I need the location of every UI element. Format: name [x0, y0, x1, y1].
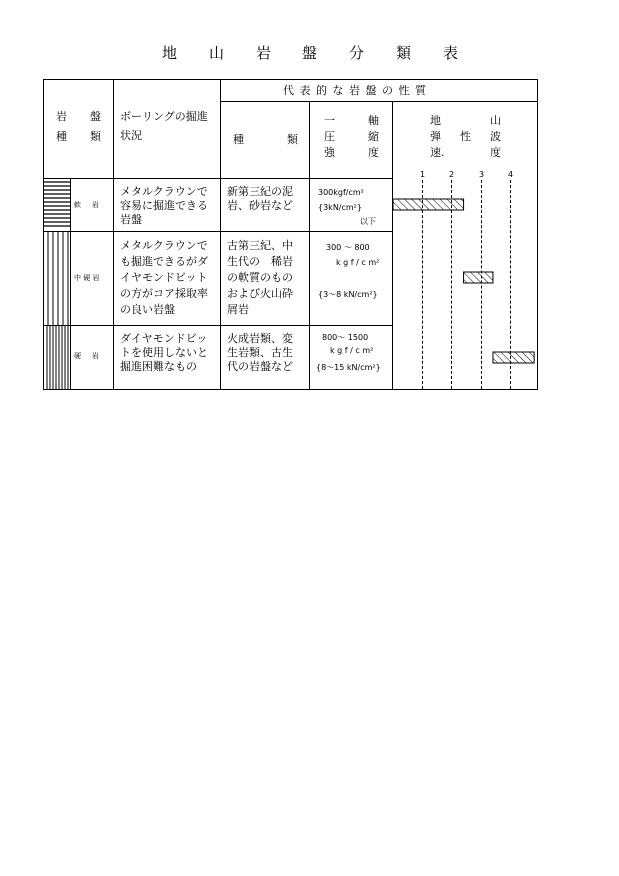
title-char: 盤: [302, 44, 318, 62]
title-char: 岩: [256, 44, 272, 62]
header-boring: ボーリングの掘進: [120, 110, 208, 123]
boring-text: の良い岩盤: [120, 303, 175, 316]
boring-text: イヤモンドビット: [120, 271, 208, 284]
strength-text: 800～ 1500: [322, 333, 369, 342]
rock-example-text: 火成岩類、変: [227, 332, 293, 345]
scale-tick-label: 1: [420, 170, 426, 179]
title-char: 分: [349, 44, 365, 62]
boring-text: メタルクラウンで: [120, 239, 208, 252]
boring-text: メタルクラウンで: [120, 185, 208, 198]
header-strength-char: 度: [368, 146, 379, 159]
strength-text: 300 ～ 800: [326, 243, 370, 252]
title-char: 山: [209, 44, 225, 62]
boring-text: 容易に掘進できる: [120, 199, 208, 212]
strength-text: {3kN/cm²}: [318, 203, 362, 212]
header-velocity-char: 波: [490, 130, 501, 143]
boring-text: トを使用しないと: [120, 346, 208, 359]
title-char: 地: [162, 44, 178, 62]
strength-text: k g f / c m²: [336, 258, 380, 267]
boring-text: も掘進できるがダ: [120, 255, 208, 268]
header-strength-char: 圧: [324, 130, 335, 143]
header-strength-char: 軸: [368, 114, 379, 127]
header-velocity-char: 地: [430, 114, 441, 127]
rock-example-text: 代の岩盤など: [227, 360, 293, 373]
rock-type-label: 硬 岩: [74, 352, 101, 360]
header-velocity-char: 弾: [430, 130, 441, 143]
rock-example-text: 生岩類、古生: [227, 346, 293, 359]
header-rock-char: 盤: [90, 110, 101, 123]
header-strength-char: 一: [324, 114, 335, 127]
rock-example-text: および火山砕: [227, 287, 293, 300]
header-velocity-char: 度: [490, 146, 501, 159]
velocity-range-bar: [393, 199, 464, 210]
header-strength-char: 縮: [368, 130, 379, 143]
boring-text: ダイヤモンドビッ: [120, 332, 208, 345]
title-char: 類: [396, 44, 412, 62]
header-rock-char: 種: [56, 130, 67, 143]
rock-example-text: 岩、砂岩など: [227, 199, 293, 212]
header-type-char: 類: [287, 133, 298, 146]
header-velocity-char: 速.: [430, 146, 445, 159]
rock-example-text: 古第三紀、中: [227, 239, 293, 252]
header-boring: 状況: [120, 129, 142, 142]
strength-text: k g f / c m²: [330, 346, 374, 355]
boring-text: 掘進困難なもの: [120, 360, 197, 373]
strength-text: {8～15 kN/cm²}: [316, 363, 381, 372]
header-rock-char: 岩: [56, 110, 67, 123]
velocity-range-bar: [464, 272, 493, 283]
strength-text: 300kgf/cm²: [318, 188, 364, 197]
header-velocity-char: 性: [460, 130, 471, 143]
header-type-char: 種: [233, 133, 244, 146]
scale-tick-label: 4: [508, 170, 514, 179]
strength-text: {3～8 kN/cm²}: [318, 290, 378, 299]
rock-type-label: 中 硬 岩: [74, 274, 100, 282]
header-strength-char: 強: [324, 146, 335, 159]
rock-example-text: 生代の 稀岩: [227, 255, 293, 268]
velocity-range-bar: [493, 352, 534, 363]
rock-example-text: 新第三紀の泥: [227, 185, 293, 198]
strength-text: 以下: [360, 217, 376, 226]
scale-tick-label: 3: [479, 170, 485, 179]
boring-text: 岩盤: [120, 213, 142, 226]
header-properties: 代 表 的 な 岩 盤 の 性 質: [283, 84, 427, 97]
rock-example-text: の軟質のもの: [227, 271, 293, 284]
title-char: 表: [443, 44, 459, 62]
header-velocity-char: 山: [490, 114, 501, 127]
boring-text: の方がコア採取率: [120, 287, 208, 300]
rock-example-text: 屑岩: [227, 303, 249, 316]
header-rock-char: 類: [90, 130, 101, 143]
rock-type-label: 軟 岩: [74, 201, 101, 209]
scale-tick-label: 2: [449, 170, 455, 179]
